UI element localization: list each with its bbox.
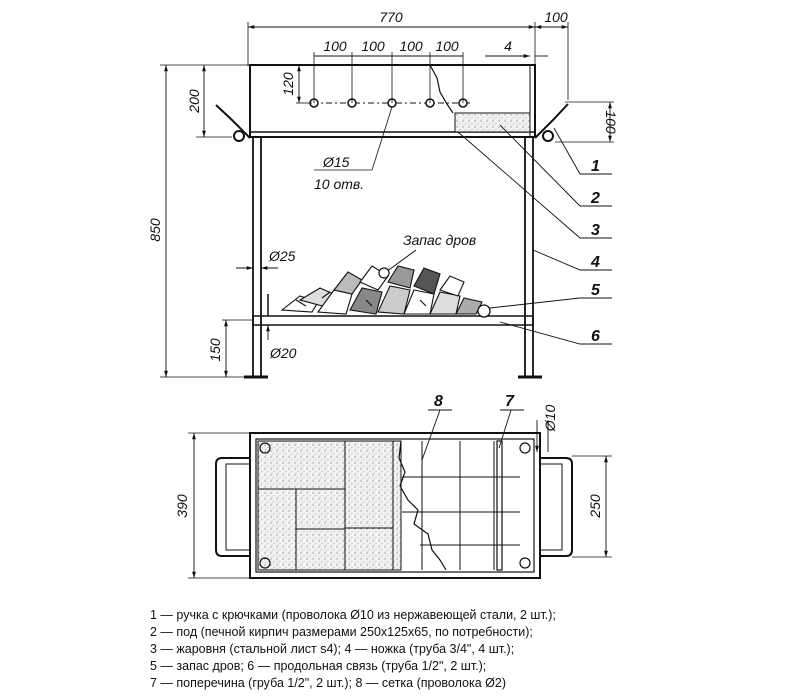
plan-handle-right (540, 458, 572, 556)
callout-6: 6 (591, 328, 600, 345)
handle-left (216, 105, 250, 138)
dim-hole-spacing-4: 100 (435, 38, 459, 54)
hook-left-icon (234, 131, 244, 141)
callout-5: 5 (591, 282, 600, 299)
leader-5 (490, 298, 612, 308)
dim-brazier-height: 200 (186, 89, 202, 113)
longitudinal-tie (253, 316, 533, 325)
plan-view (174, 393, 612, 578)
leader-8 (422, 410, 440, 460)
dim-tie-pipe: Ø20 (270, 345, 297, 361)
legend-line: 3 — жаровня (стальной лист s4); 4 — ножка (труба 3/4", 4 шт.); (150, 642, 515, 656)
dim-bottom-height: 150 (207, 338, 223, 362)
dim-hole-diameter: Ø15 (323, 154, 350, 170)
dim-hole-height: 120 (280, 72, 296, 96)
plan-bricks (258, 441, 401, 570)
callout-4: 4 (591, 254, 600, 271)
firewood-log-end (478, 305, 490, 317)
leader-7 (499, 410, 511, 448)
dim-plan-inner: 250 (587, 494, 603, 518)
callout-1: 1 (591, 158, 600, 175)
plan-handle-left-inner (226, 464, 250, 550)
dim-total-height: 850 (147, 218, 163, 242)
dim-wall-gap: 4 (504, 38, 512, 54)
dim-hole-spacing-2: 100 (361, 38, 385, 54)
hook-right-icon (543, 131, 553, 141)
legend-line: 2 — под (печной кирпич размерами 250x125x65, по потребности); (150, 625, 533, 639)
dim-total-width: 770 (379, 9, 403, 25)
dim-hole-spacing-1: 100 (323, 38, 347, 54)
firewood-label: Запас дров (403, 232, 477, 248)
callout-2: 2 (591, 190, 600, 207)
plan-handle-right-inner (540, 464, 562, 550)
legend-line: 1 — ручка с крючками (проволока Ø10 из нержавеющей стали, 2 шт.); (150, 608, 556, 622)
legend-line: 5 — запас дров; 6 — продольная связь (труба 1/2", 2 шт.); (150, 659, 487, 673)
leg-right (525, 137, 533, 377)
dim-grate-wire: Ø10 (542, 404, 558, 432)
dim-hole-count: 10 отв. (314, 176, 365, 192)
callout-8: 8 (434, 393, 443, 410)
parts-legend (150, 607, 770, 692)
hole-leader (372, 107, 392, 170)
callout-7: 7 (505, 393, 514, 410)
leg-plan-icon (520, 558, 530, 568)
leg-left (253, 137, 261, 377)
leader-3 (458, 132, 612, 238)
leader-1 (554, 128, 612, 174)
dim-hole-spacing-3: 100 (399, 38, 423, 54)
dim-handle-height: 100 (603, 110, 619, 134)
crossbar (497, 441, 502, 570)
dim-plan-width: 390 (174, 494, 190, 518)
plan-handle-left (216, 458, 250, 556)
legend-line: 7 — поперечина (груба 1/2", 2 шт.); 8 — сетка (проволока Ø2) (150, 676, 506, 690)
callout-3: 3 (591, 222, 600, 239)
elevation-view (147, 9, 619, 377)
dim-handle-offset: 100 (544, 9, 568, 25)
leg-plan-icon (520, 443, 530, 453)
dim-leg-pipe: Ø25 (269, 248, 296, 264)
firewood-marker (379, 268, 389, 278)
leader-4 (533, 250, 612, 270)
brick-base (455, 113, 530, 132)
